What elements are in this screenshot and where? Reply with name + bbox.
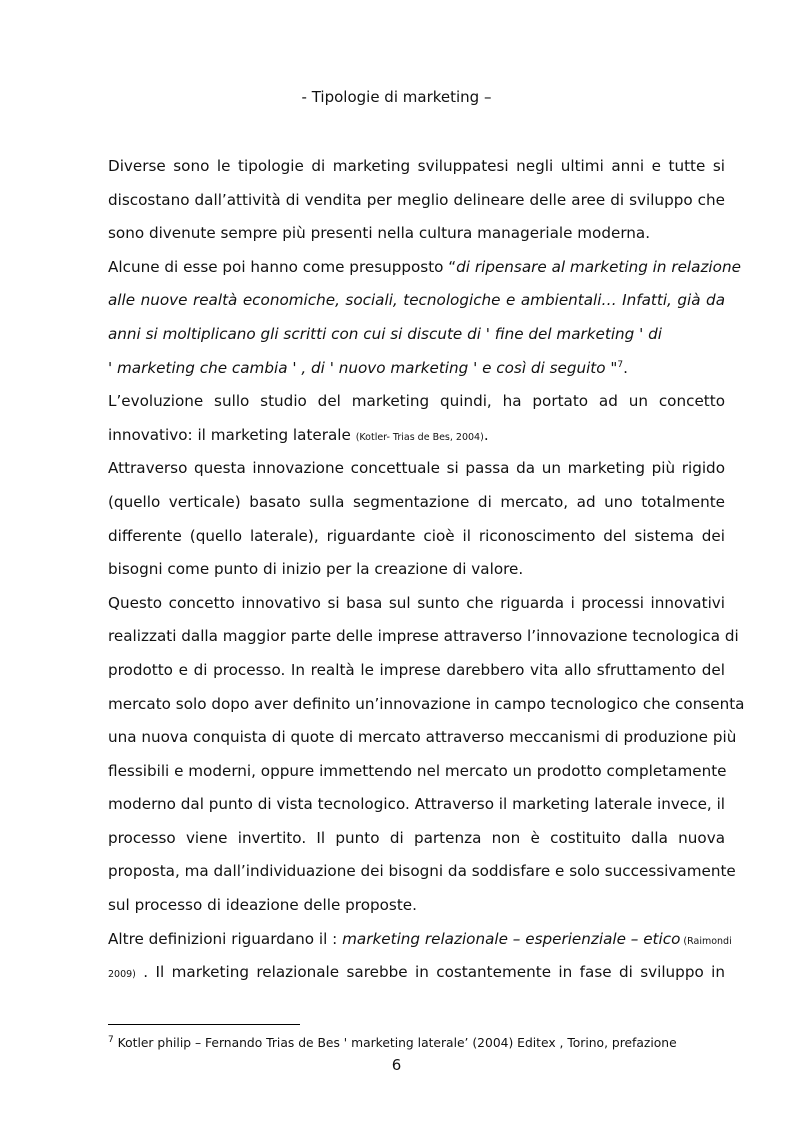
text-line xyxy=(108,688,745,722)
text-line xyxy=(108,184,725,218)
text-segment: ' marketing che cambia ' , di ' nuovo marketing ' e così di seguito xyxy=(108,358,611,377)
text-line xyxy=(108,284,725,318)
body-text xyxy=(108,150,745,990)
text-segment: L’evoluzione sullo studio del marketing quindi, ha portato ad un concetto xyxy=(108,392,725,411)
text-line xyxy=(108,385,725,419)
text-line xyxy=(108,721,737,755)
text-segment: " xyxy=(610,358,618,377)
text-segment: di ripensare al marketing in relazione xyxy=(456,257,741,276)
text-segment: alle nuove realtà economiche, sociali, tecnologiche e ambientali… Infatti, già da xyxy=(108,291,725,310)
text-line xyxy=(108,923,732,957)
text-segment: sono divenute sempre più presenti nella cultura manageriale moderna. xyxy=(108,224,651,243)
text-line xyxy=(108,788,725,822)
text-segment: processo viene invertito. Il punto di partenza non è costituito dalla nuova xyxy=(108,828,725,847)
text-segment: differente (quello laterale), riguardante cioè il riconoscimento del sistema dei xyxy=(108,526,725,545)
text-line xyxy=(108,889,725,923)
footnote-number: 7 xyxy=(108,1034,114,1045)
text-line xyxy=(108,855,736,889)
text-segment: discostano dall’attività di vendita per meglio delineare delle aree di sviluppo che xyxy=(108,190,725,209)
text-segment: Altre definizioni riguardano il : xyxy=(108,929,343,948)
citation: (Kotler- Trias de Bes, 2004) xyxy=(355,431,484,443)
text-segment: una nuova conquista di quote di mercato attraverso meccanismi di produzione più xyxy=(108,728,737,747)
text-line xyxy=(108,318,725,352)
text-segment: . xyxy=(483,425,489,444)
text-segment: flessibili e moderni, oppure immettendo nel mercato un prodotto completamente xyxy=(108,761,727,780)
text-line xyxy=(108,217,725,251)
text-segment: marketing relazionale – esperienziale – etico xyxy=(342,929,681,948)
citation: 2009) xyxy=(108,969,136,981)
page-title: - Tipologie di marketing – xyxy=(301,88,492,106)
text-line xyxy=(108,620,739,654)
text-segment: anni si moltiplicano gli scritti con cui si discute di ' fine del marketing ' di xyxy=(108,324,663,343)
text-line xyxy=(108,486,725,520)
text-segment: . xyxy=(623,358,628,377)
text-segment: Diverse sono le tipologie di marketing sviluppatesi negli ultimi anni e tutte si xyxy=(108,157,725,175)
text-line xyxy=(108,956,725,990)
citation: (Raimondi xyxy=(680,935,732,947)
text-segment: Alcune di esse poi hanno come presupposto “ xyxy=(108,257,457,276)
text-line xyxy=(108,251,741,285)
text-line xyxy=(108,352,725,386)
footnote-divider xyxy=(108,1024,300,1025)
text-segment: realizzati dalla maggior parte delle imprese attraverso l’innovazione tecnologica di xyxy=(108,627,739,646)
text-line xyxy=(108,150,725,184)
text-segment: (quello verticale) basato sulla segmentazione di mercato, ad uno totalmente xyxy=(108,492,725,511)
text-line xyxy=(108,654,725,688)
text-segment: prodotto e di processo. In realtà le imprese darebbero vita allo sfruttamento del xyxy=(108,660,725,679)
text-segment: proposta, ma dall’individuazione dei bisogni da soddisfare e solo successivamente xyxy=(108,862,736,881)
footnote xyxy=(108,1036,677,1050)
text-segment: Questo concetto innovativo si basa sul sunto che riguarda i processi innovativi xyxy=(108,593,725,612)
footnote-text: Kotler philip – Fernando Trias de Bes ' marketing laterale’ (2004) Editex , Torino, prefazione xyxy=(113,1036,677,1050)
text-segment: bisogni come punto di inizio per la creazione di valore. xyxy=(108,560,524,579)
footnote-ref: 7 xyxy=(617,359,624,370)
text-line xyxy=(108,553,725,587)
text-segment: . Il marketing relazionale sarebbe in costantemente in fase di sviluppo in xyxy=(135,963,725,982)
text-segment: sul processo di ideazione delle proposte. xyxy=(108,896,417,915)
text-line xyxy=(108,419,725,453)
text-segment: moderno dal punto di vista tecnologico. Attraverso il marketing laterale invece, il xyxy=(108,795,726,814)
text-line xyxy=(108,452,725,486)
page-number: 6 xyxy=(391,1056,402,1074)
text-line xyxy=(108,822,725,856)
text-segment: innovativo: il marketing laterale xyxy=(108,425,356,444)
text-line xyxy=(108,520,725,554)
text-segment: Attraverso questa innovazione concettuale si passa da un marketing più rigido xyxy=(108,459,725,478)
text-line xyxy=(108,755,725,789)
text-line xyxy=(108,587,725,621)
text-segment: mercato solo dopo aver definito un’innovazione in campo tecnologico che consenta xyxy=(108,694,745,713)
